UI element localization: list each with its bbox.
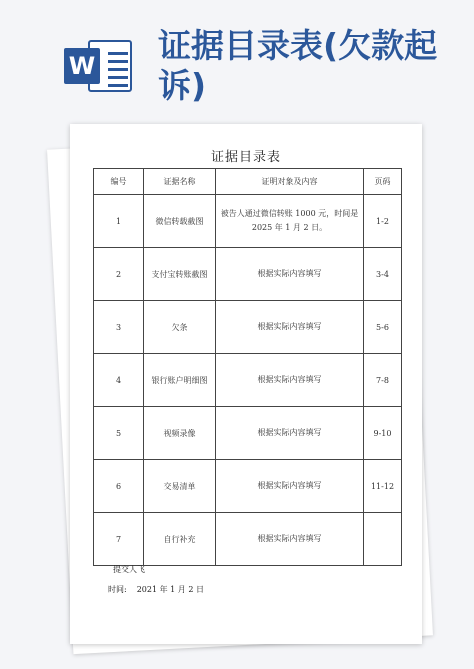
- date-value: 2021 年 1 月 2 日: [136, 585, 204, 594]
- table-row: [94, 354, 402, 407]
- cell-pages: 3-4: [364, 248, 402, 301]
- page-title: 证据目录表(欠款起诉): [158, 26, 438, 105]
- cell-number: 4: [94, 354, 144, 407]
- table-row: [94, 195, 402, 248]
- table-row: [94, 301, 402, 354]
- cell-pages: [364, 513, 402, 566]
- column-header-evidence-name: 证据名称: [144, 169, 216, 195]
- cell-evidence-name: 欠条: [144, 301, 216, 354]
- cell-pages: 7-8: [364, 354, 402, 407]
- column-header-number: 编号: [94, 169, 144, 195]
- cell-content: 根据实际内容填写: [216, 248, 364, 301]
- cell-evidence-name: 微信转载截图: [144, 195, 216, 248]
- cell-content: 根据实际内容填写: [216, 407, 364, 460]
- evidence-table: [93, 168, 402, 566]
- cell-evidence-name: 自行补充: [144, 513, 216, 566]
- cell-evidence-name: 视频录像: [144, 407, 216, 460]
- word-document-icon: [64, 36, 134, 94]
- column-header-pages: 页码: [364, 169, 402, 195]
- cell-pages: 5-6: [364, 301, 402, 354]
- cell-number: 7: [94, 513, 144, 566]
- date-line: [108, 584, 214, 595]
- cell-content: 被告人通过微信转账 1000 元，时间是 2025 年 1 月 2 日。: [216, 195, 364, 248]
- cell-number: 1: [94, 195, 144, 248]
- cell-pages: 11-12: [364, 460, 402, 513]
- table-row: [94, 513, 402, 566]
- cell-content: 根据实际内容填写: [216, 460, 364, 513]
- header-banner: [0, 0, 474, 118]
- cell-number: 6: [94, 460, 144, 513]
- table-header-row: [94, 169, 402, 195]
- table-row: [94, 460, 402, 513]
- cell-evidence-name: 银行账户明细图: [144, 354, 216, 407]
- cell-content: 根据实际内容填写: [216, 354, 364, 407]
- table-row: [94, 248, 402, 301]
- cell-number: 3: [94, 301, 144, 354]
- document-title: 证据目录表: [210, 150, 281, 165]
- cell-content: 根据实际内容填写: [216, 301, 364, 354]
- cell-content: 根据实际内容填写: [216, 513, 364, 566]
- cell-evidence-name: 交易清单: [144, 460, 216, 513]
- cell-evidence-name: 支付宝转账截图: [144, 248, 216, 301]
- submitter-line: 提交人飞: [113, 565, 145, 574]
- cell-pages: 9-10: [364, 407, 402, 460]
- cell-pages: 1-2: [364, 195, 402, 248]
- cell-number: 5: [94, 407, 144, 460]
- date-label: 时间:: [108, 585, 127, 594]
- document-page: [70, 124, 422, 644]
- column-header-content: 证明对象及内容: [216, 169, 364, 195]
- table-row: [94, 407, 402, 460]
- cell-number: 2: [94, 248, 144, 301]
- word-logo-letter: W: [64, 48, 100, 84]
